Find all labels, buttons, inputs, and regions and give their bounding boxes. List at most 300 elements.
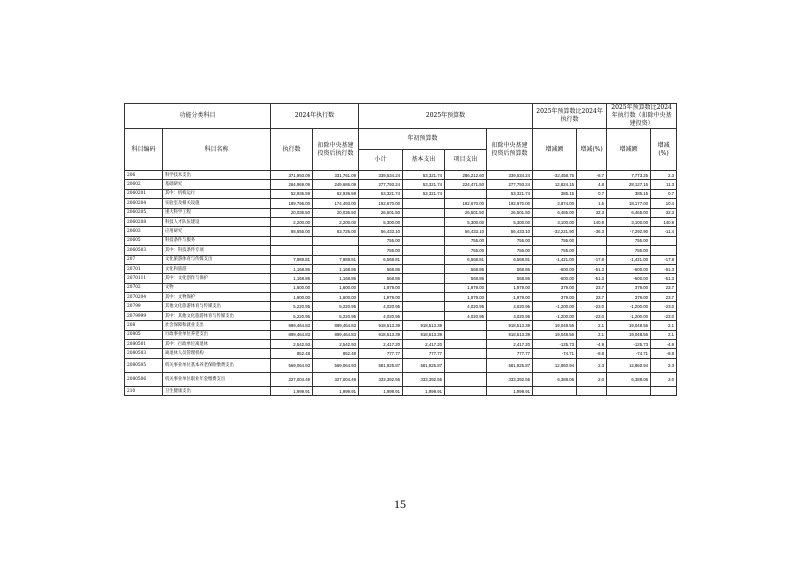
row-value: 7,989.81 (271, 255, 313, 264)
table-row (125, 171, 677, 180)
table-body (125, 171, 677, 396)
row-value: 63,726.00 (313, 227, 359, 236)
row-value: 581,925.87 (359, 358, 403, 372)
row-value: 19,048.56 (533, 330, 577, 339)
row-value: 224,471.50 (445, 180, 487, 189)
row-value: 568.86 (359, 274, 403, 283)
row-value: 6,388.06 (533, 372, 577, 386)
row-name: 基础研究 (163, 180, 271, 189)
row-value: -600.00 (607, 264, 651, 273)
row-code: 2060208 (125, 217, 163, 226)
table-row (125, 236, 677, 245)
row-value: 1,979.00 (359, 283, 403, 292)
row-value: 53,321.74 (487, 189, 533, 198)
row-value: 2,417.20 (359, 340, 403, 349)
budget-table (124, 103, 677, 396)
row-value: 53,321.74 (403, 189, 445, 198)
row-code: 20701 (125, 264, 163, 273)
row-value: 192,670.00 (445, 199, 487, 208)
row-value: 19,048.56 (607, 321, 651, 330)
row-name: 机关事业单位基本养老保险缴费支出 (163, 358, 271, 372)
row-value: 12,860.94 (607, 358, 651, 372)
row-value: 2.1 (577, 330, 607, 339)
row-value: 2,200.00 (271, 217, 313, 226)
row-value: 2.1 (577, 321, 607, 330)
row-value (445, 372, 487, 386)
row-value: 1,979.00 (445, 293, 487, 302)
row-value: -1,200.00 (533, 311, 577, 320)
row-name: 应用研究 (163, 227, 271, 236)
row-code: 207 (125, 255, 163, 264)
row-value (445, 340, 487, 349)
exec-ex-header: 扣除中央基建投资后执行数 (313, 129, 359, 171)
row-value: 23.7 (651, 293, 677, 302)
row-value: 2.3 (651, 358, 677, 372)
row-value: 777.77 (487, 349, 533, 358)
row-value (577, 246, 607, 255)
table-row (125, 274, 677, 283)
row-value: 385.15 (607, 189, 651, 198)
row-value: 18,177.00 (607, 199, 651, 208)
row-code: 2080506 (125, 372, 163, 386)
row-value: 2,417.20 (403, 340, 445, 349)
row-code: 206 (125, 171, 163, 180)
row-value: -1,421.00 (607, 255, 651, 264)
row-code: 20702 (125, 283, 163, 292)
row-value: 23.7 (651, 283, 677, 292)
row-value: 755.00 (607, 236, 651, 245)
table-row (125, 340, 677, 349)
row-value: 777.77 (403, 349, 445, 358)
row-value: 20,036.50 (313, 208, 359, 217)
row-value (445, 349, 487, 358)
row-value: 140.9 (651, 217, 677, 226)
row-value: 327,004.49 (313, 372, 359, 386)
row-value (403, 236, 445, 245)
row-value: 23.7 (577, 283, 607, 292)
row-value: 2.3 (651, 171, 677, 180)
row-name: 行政事业单位养老支出 (163, 330, 271, 339)
row-value: 52,936.59 (271, 189, 313, 198)
row-value: 2.1 (651, 330, 677, 339)
row-value: 2.3 (577, 358, 607, 372)
row-value: 333,392.55 (359, 372, 403, 386)
row-code: 20605 (125, 236, 163, 245)
row-value: 1,979.00 (487, 283, 533, 292)
table-row (125, 321, 677, 330)
row-value: 32.3 (577, 208, 607, 217)
row-value: 4,020.95 (487, 302, 533, 311)
row-value: -36.3 (577, 227, 607, 236)
row-code: 2060205 (125, 208, 163, 217)
row-value: 5,300.00 (359, 217, 403, 226)
row-name: 社会保障和就业支出 (163, 321, 271, 330)
row-value: -8.8 (651, 349, 677, 358)
row-value: 755.00 (487, 246, 533, 255)
row-value: 379.00 (533, 283, 577, 292)
row-value: -8.8 (577, 349, 607, 358)
row-value: -125.73 (607, 340, 651, 349)
row-value: 569,064.93 (313, 358, 359, 372)
row-value: 2.0 (577, 372, 607, 386)
row-value: 6,465.00 (533, 208, 577, 217)
row-value: 333,392.55 (487, 372, 533, 386)
row-value: 5,220.95 (271, 302, 313, 311)
row-value: -4.9 (651, 340, 677, 349)
row-value: -17.8 (651, 255, 677, 264)
row-value: 581,925.87 (487, 358, 533, 372)
row-value: 918,513.39 (359, 330, 403, 339)
row-value: 755.00 (533, 236, 577, 245)
row-value: 26,501.50 (487, 208, 533, 217)
row-value: 5,220.95 (313, 302, 359, 311)
row-value: 1,168.86 (271, 264, 313, 273)
row-value: 32.3 (651, 208, 677, 217)
inc-amt2-header: 增减额 (607, 129, 651, 171)
exec-2024-header: 2024年执行数 (271, 104, 359, 129)
row-value: 339,534.24 (359, 171, 403, 180)
table-row (125, 386, 677, 395)
row-value: -74.71 (607, 349, 651, 358)
row-value: 755.00 (487, 236, 533, 245)
row-value (271, 236, 313, 245)
row-value: 327,004.49 (271, 372, 313, 386)
row-value: 1,999.91 (313, 386, 359, 395)
row-name: 实验室及相关设施 (163, 199, 271, 208)
row-value (445, 189, 487, 198)
row-value: 568.86 (359, 264, 403, 273)
row-value: 777.77 (359, 349, 403, 358)
row-code: 210 (125, 386, 163, 395)
row-value (403, 199, 445, 208)
table-row (125, 358, 677, 372)
row-value: 88,655.00 (271, 227, 313, 236)
row-value: 1,168.86 (271, 274, 313, 283)
table-row (125, 255, 677, 264)
row-value: 918,513.39 (487, 330, 533, 339)
row-value: 192,670.00 (359, 199, 403, 208)
row-value: 0.7 (577, 189, 607, 198)
row-value (651, 246, 677, 255)
row-value: 1,999.91 (271, 386, 313, 395)
row-name: 其中：文物保护 (163, 293, 271, 302)
row-name: 其中：文化创作与保护 (163, 274, 271, 283)
row-value: 20,036.50 (271, 208, 313, 217)
row-name: 其中：其他文化旅游体育与传媒支出 (163, 311, 271, 320)
row-value: 379.00 (533, 293, 577, 302)
table-row (125, 199, 677, 208)
row-name: 其他文化旅游体育与传媒支出 (163, 302, 271, 311)
row-code: 20805 (125, 330, 163, 339)
row-code: 2070204 (125, 293, 163, 302)
row-value: 899,464.83 (313, 330, 359, 339)
inc-amt-header: 增减额 (533, 129, 577, 171)
row-value: 26,501.50 (445, 208, 487, 217)
row-value: 2,542.93 (271, 340, 313, 349)
row-value: 277,793.24 (359, 180, 403, 189)
row-name: 其中：科技条件专项 (163, 246, 271, 255)
table-row (125, 349, 677, 358)
row-value: 4,020.95 (359, 302, 403, 311)
row-value: 2.1 (651, 321, 677, 330)
row-value: 56,433.10 (487, 227, 533, 236)
row-value: 755.00 (359, 246, 403, 255)
row-code: 2070111 (125, 274, 163, 283)
initial-budget-header: 年初预算数 (359, 129, 487, 150)
row-value (403, 208, 445, 217)
row-name: 卫生健康支出 (163, 386, 271, 395)
compare-exec-header: 2025年预算数比2024年执行数 (533, 104, 607, 129)
row-value: 28,127.15 (607, 180, 651, 189)
row-value: 1,979.00 (445, 283, 487, 292)
row-value: -1,200.00 (607, 302, 651, 311)
row-value: 581,925.87 (403, 358, 445, 372)
row-value (403, 283, 445, 292)
func-class-header: 功能分类科目 (125, 104, 271, 129)
row-value: 5,300.00 (487, 217, 533, 226)
row-value: 2,417.20 (487, 340, 533, 349)
row-value: 4,020.95 (487, 311, 533, 320)
table-row (125, 293, 677, 302)
row-code: 2080505 (125, 358, 163, 372)
row-value: -23.0 (651, 302, 677, 311)
table-row (125, 372, 677, 386)
row-value: 568.86 (445, 264, 487, 273)
row-value: 899,464.83 (271, 330, 313, 339)
row-value: 568.86 (487, 274, 533, 283)
row-value: 4,020.95 (445, 311, 487, 320)
row-code: 2060204 (125, 199, 163, 208)
row-name: 科技人才队伍建设 (163, 217, 271, 226)
row-value: 385.15 (533, 189, 577, 198)
table-row (125, 227, 677, 236)
basic-header: 基本支出 (403, 150, 445, 171)
row-code: 208 (125, 321, 163, 330)
row-code: 20603 (125, 227, 163, 236)
table-row (125, 180, 677, 189)
row-value: 1,168.86 (313, 264, 359, 273)
row-value: 192,670.00 (487, 199, 533, 208)
table-row (125, 208, 677, 217)
row-value: 2,542.93 (313, 340, 359, 349)
row-value: -7,292.90 (607, 227, 651, 236)
row-value: 568.86 (445, 274, 487, 283)
row-value (577, 236, 607, 245)
table-row (125, 311, 677, 320)
row-value (403, 255, 445, 264)
budget-2025-header: 2025年预算数 (359, 104, 533, 129)
row-value (313, 236, 359, 245)
row-value: 918,513.39 (403, 321, 445, 330)
inc-pct2-header: 增减(%) (651, 129, 677, 171)
row-value (403, 264, 445, 273)
row-value: 918,513.39 (359, 321, 403, 330)
row-value (533, 386, 577, 395)
row-value: -1,200.00 (607, 311, 651, 320)
row-value: 333,392.55 (403, 372, 445, 386)
inc-pct-header: 增减(%) (577, 129, 607, 171)
row-value: 286,212.60 (445, 171, 487, 180)
row-value: 11.3 (651, 180, 677, 189)
row-value: 189,796.00 (271, 199, 313, 208)
exec-header: 执行数 (271, 129, 313, 171)
row-value: 5,300.00 (445, 217, 487, 226)
row-value: 918,513.39 (487, 321, 533, 330)
row-value: -23.0 (577, 302, 607, 311)
row-name: 其中：行政单位离退休 (163, 340, 271, 349)
row-value (651, 236, 677, 245)
row-value: 1,999.91 (359, 386, 403, 395)
row-value: 331,761.09 (313, 171, 359, 180)
row-value: 852.48 (313, 349, 359, 358)
table-row (125, 330, 677, 339)
table-row (125, 283, 677, 292)
row-value: 755.00 (533, 246, 577, 255)
row-name: 文化旅游体育与传媒支出 (163, 255, 271, 264)
row-value: 1,600.00 (271, 293, 313, 302)
row-value: 1,600.00 (313, 293, 359, 302)
row-code: 2060503 (125, 246, 163, 255)
project-header: 项目支出 (445, 150, 487, 171)
row-value: 10.4 (651, 199, 677, 208)
row-value (403, 246, 445, 255)
row-value: 6,568.81 (487, 255, 533, 264)
row-value (607, 386, 651, 395)
row-name: 机关事业单位职业年金缴费支出 (163, 372, 271, 386)
row-value: 12,860.94 (533, 358, 577, 372)
row-value: 56,433.10 (445, 227, 487, 236)
row-value: 6,568.81 (445, 255, 487, 264)
row-value: 12,824.15 (533, 180, 577, 189)
page-number: 15 (394, 497, 406, 511)
row-value: 7,773.25 (607, 171, 651, 180)
row-name: 文化和旅游 (163, 264, 271, 273)
row-value: -51.3 (577, 264, 607, 273)
row-value: 3,100.00 (533, 217, 577, 226)
row-value: 19,048.56 (533, 321, 577, 330)
row-value: 23.7 (577, 293, 607, 302)
row-value: -600.00 (607, 274, 651, 283)
row-value: -8.7 (577, 171, 607, 180)
row-value: -51.3 (651, 274, 677, 283)
row-value: 2.0 (651, 372, 677, 386)
row-value: -32,458.75 (533, 171, 577, 180)
row-value: -74.71 (533, 349, 577, 358)
row-value: 1,999.91 (403, 386, 445, 395)
row-value: 1,979.00 (487, 293, 533, 302)
subtotal-header: 小计 (359, 150, 403, 171)
row-value: 53,321.74 (359, 189, 403, 198)
row-value: -125.73 (533, 340, 577, 349)
table-row (125, 264, 677, 273)
row-value: -1,421.00 (533, 255, 577, 264)
row-value (403, 274, 445, 283)
row-value: 249,686.09 (313, 180, 359, 189)
row-code: 20799 (125, 302, 163, 311)
row-value: 569,064.93 (271, 358, 313, 372)
row-value: -1,200.00 (533, 302, 577, 311)
row-value: 852.48 (271, 349, 313, 358)
row-value (651, 386, 677, 395)
row-value: 755.00 (445, 236, 487, 245)
row-code: 2079999 (125, 311, 163, 320)
row-name: 文物 (163, 283, 271, 292)
row-value: 140.9 (577, 217, 607, 226)
row-name: 重大科学工程 (163, 208, 271, 217)
table-row (125, 189, 677, 198)
row-value: 899,464.83 (313, 321, 359, 330)
row-value: 1,999.91 (487, 386, 533, 395)
row-code: 2080503 (125, 349, 163, 358)
row-value: 1,168.86 (313, 274, 359, 283)
row-value: -600.00 (533, 264, 577, 273)
row-value: 4,020.95 (359, 311, 403, 320)
row-value (403, 293, 445, 302)
row-value: -51.3 (577, 274, 607, 283)
row-value: 6,568.81 (359, 255, 403, 264)
row-code: 20602 (125, 180, 163, 189)
row-value (445, 386, 487, 395)
row-value (313, 246, 359, 255)
row-value (445, 330, 487, 339)
row-value: -32,221.90 (533, 227, 577, 236)
row-value: 3,100.00 (607, 217, 651, 226)
row-value: 379.00 (607, 283, 651, 292)
row-name: 科学技术支出 (163, 171, 271, 180)
row-value: 4,020.95 (445, 302, 487, 311)
row-value: -23.0 (577, 311, 607, 320)
name-header: 科目名称 (163, 129, 271, 171)
row-value: -51.3 (651, 264, 677, 273)
row-value: 5,220.95 (313, 311, 359, 320)
row-value: 339,534.24 (487, 171, 533, 180)
row-value (445, 321, 487, 330)
row-code: 2060201 (125, 189, 163, 198)
row-value: 53,321.74 (403, 171, 445, 180)
row-value: 5,220.95 (271, 311, 313, 320)
row-value (403, 311, 445, 320)
row-value: 899,464.83 (271, 321, 313, 330)
row-value: 755.00 (359, 236, 403, 245)
row-value: 277,793.24 (487, 180, 533, 189)
row-value: 755.00 (607, 246, 651, 255)
row-value: 1,600.00 (313, 283, 359, 292)
row-value: 26,501.50 (359, 208, 403, 217)
row-value: 918,513.39 (403, 330, 445, 339)
row-value: 53,321.74 (403, 180, 445, 189)
row-value (271, 246, 313, 255)
row-value: -17.8 (577, 255, 607, 264)
row-value: 264,969.09 (271, 180, 313, 189)
row-value (403, 227, 445, 236)
row-value: 19,048.56 (607, 330, 651, 339)
row-value: 379.00 (607, 293, 651, 302)
row-value: 568.86 (487, 264, 533, 273)
row-value: -600.00 (533, 274, 577, 283)
row-value: 1.5 (577, 199, 607, 208)
row-value (403, 217, 445, 226)
row-value: 174,493.00 (313, 199, 359, 208)
budget-ex-header: 扣除中央基建投资后预算数 (487, 129, 533, 171)
row-value: 2,200.00 (313, 217, 359, 226)
row-value: -4.9 (577, 340, 607, 349)
table-row (125, 246, 677, 255)
compare-exec-ex-header: 2025年预算数比2024年执行数（扣除中央基建投资） (607, 104, 677, 129)
row-value: 6,465.00 (607, 208, 651, 217)
row-value: 2,874.00 (533, 199, 577, 208)
row-value: 1,600.00 (271, 283, 313, 292)
row-value (403, 302, 445, 311)
